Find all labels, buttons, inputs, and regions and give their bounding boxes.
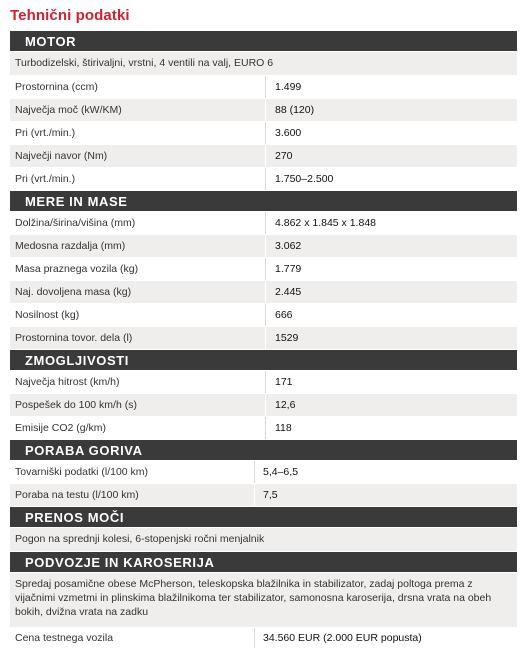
row-label: Največji navor (Nm) <box>10 145 266 167</box>
row-label: Nosilnost (kg) <box>10 304 266 326</box>
row-label: Tovarniški podatki (l/100 km) <box>10 461 255 483</box>
row-label: Največja moč (kW/KM) <box>10 99 266 121</box>
row-label: Naj. dovoljena masa (kg) <box>10 281 266 303</box>
row-value: 88 (120) <box>275 104 315 116</box>
section-heading-podvozje-in-karoserija: PODVOZJE IN KAROSERIJA <box>10 551 517 572</box>
spec-table <box>10 30 517 648</box>
table-row <box>10 326 517 349</box>
table-row <box>10 303 517 326</box>
row-label: Največja hitrost (km/h) <box>10 371 266 393</box>
row-value: 3.600 <box>275 127 302 139</box>
row-value: 1529 <box>275 332 299 344</box>
row-value: 1.750–2.500 <box>275 173 334 185</box>
table-row <box>10 416 517 439</box>
price-row <box>10 627 517 648</box>
table-row <box>10 483 517 506</box>
table-row <box>10 370 517 393</box>
row-value: 7,5 <box>263 489 278 501</box>
table-row <box>10 460 517 483</box>
row-label: Poraba na testu (l/100 km) <box>10 484 255 506</box>
table-row <box>10 144 517 167</box>
row-value: 4.862 x 1.845 x 1.848 <box>275 217 376 229</box>
row-value: 1.499 <box>275 81 302 93</box>
row-value: 270 <box>275 150 293 162</box>
row-label: Prostornina (ccm) <box>10 76 266 98</box>
prenos-description: Pogon na sprednji kolesi, 6-stopenjski ročni menjalnik <box>10 527 517 551</box>
price-value: 34.560 EUR (2.000 EUR popusta) <box>263 632 422 644</box>
row-value: 171 <box>275 376 293 388</box>
section-heading-mere-in-mase: MERE IN MASE <box>10 190 517 211</box>
section-heading-prenos-moci: PRENOS MOČI <box>10 506 517 527</box>
section-heading-poraba-goriva: PORABA GORIVA <box>10 439 517 460</box>
row-label: Emisije CO2 (g/km) <box>10 417 266 439</box>
page-title: Tehnični podatki <box>10 7 130 24</box>
motor-description: Turbodizelski, štirivaljni, vrstni, 4 ventili na valj, EURO 6 <box>10 51 517 75</box>
table-row <box>10 211 517 234</box>
row-label: Prostornina tovor. dela (l) <box>10 327 266 349</box>
row-label: Dolžina/širina/višina (mm) <box>10 212 266 234</box>
podvozje-description: Spredaj posamične obese McPherson, teleskopska blažilnika in stabilizator, zadaj poltoga prema z vijačnimi vzmetmi in plinskima blažilnikoma ter stabilizator, samonosna karoserija, drsna vrata na obeh bokih, dvižna vrata na zadku <box>10 572 517 625</box>
table-row <box>10 75 517 98</box>
row-value: 12,6 <box>275 399 296 411</box>
table-row <box>10 257 517 280</box>
row-value: 118 <box>275 422 292 434</box>
section-heading-motor: MOTOR <box>10 30 517 51</box>
row-value: 2.445 <box>275 286 302 298</box>
row-label: Pospešek do 100 km/h (s) <box>10 394 266 416</box>
table-row <box>10 167 517 190</box>
row-label: Pri (vrt./min.) <box>10 168 266 190</box>
row-value: 3.062 <box>275 240 302 252</box>
row-value: 5,4–6,5 <box>263 466 299 478</box>
row-label: Masa praznega vozila (kg) <box>10 258 266 280</box>
row-value: 666 <box>275 309 293 321</box>
row-label: Pri (vrt./min.) <box>10 122 266 144</box>
table-row <box>10 98 517 121</box>
table-row <box>10 280 517 303</box>
row-label: Medosna razdalja (mm) <box>10 235 266 257</box>
row-value: 1.779 <box>275 263 302 275</box>
section-heading-zmogljivosti: ZMOGLJIVOSTI <box>10 349 517 370</box>
table-row <box>10 121 517 144</box>
price-label: Cena testnega vozila <box>10 628 255 648</box>
table-row <box>10 234 517 257</box>
table-row <box>10 393 517 416</box>
